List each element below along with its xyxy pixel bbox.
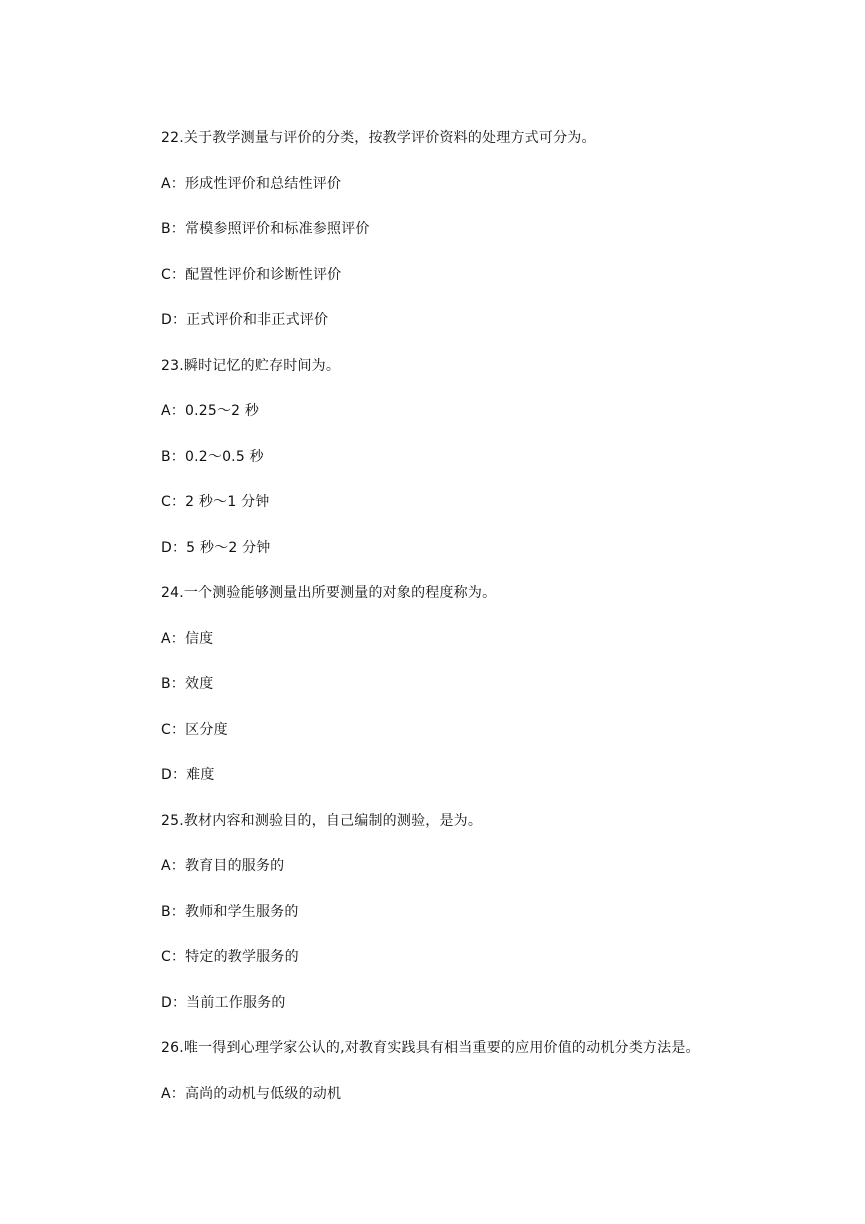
question-22-option-b: B：常模参照评价和标准参照评价 (161, 221, 370, 237)
question-24-option-d: D：难度 (161, 767, 215, 783)
question-25-option-d: D：当前工作服务的 (161, 995, 286, 1011)
question-24-stem: 24.一个测验能够测量出所要测量的对象的程度称为。 (161, 585, 497, 601)
question-25-option-a: A：教育目的服务的 (161, 858, 285, 874)
question-23-option-b: B：0.2～0.5 秒 (161, 449, 264, 465)
question-24-option-a: A：信度 (161, 631, 214, 647)
question-23-stem: 23.瞬时记忆的贮存时间为。 (161, 358, 341, 374)
question-24-option-b: B：效度 (161, 676, 214, 692)
question-22-stem: 22.关于教学测量与评价的分类，按教学评价资料的处理方式可分为。 (161, 130, 596, 146)
question-23-option-d: D：5 秒～2 分钟 (161, 540, 271, 556)
question-22-option-a: A：形成性评价和总结性评价 (161, 176, 342, 192)
question-25-option-c: C：特定的教学服务的 (161, 949, 299, 965)
question-26-option-a: A：高尚的动机与低级的动机 (161, 1086, 342, 1102)
question-22-option-d: D：正式评价和非正式评价 (161, 312, 329, 328)
question-25-option-b: B：教师和学生服务的 (161, 904, 299, 920)
question-23-option-c: C：2 秒～1 分钟 (161, 494, 270, 510)
question-23-option-a: A：0.25～2 秒 (161, 403, 260, 419)
question-24-option-c: C：区分度 (161, 722, 228, 738)
question-22-option-c: C：配置性评价和诊断性评价 (161, 267, 342, 283)
question-26-stem: 26.唯一得到心理学家公认的,对教育实践具有相当重要的应用价值的动机分类方法是。 (161, 1040, 700, 1056)
question-25-stem: 25.教材内容和测验目的，自己编制的测验，是为。 (161, 813, 483, 829)
